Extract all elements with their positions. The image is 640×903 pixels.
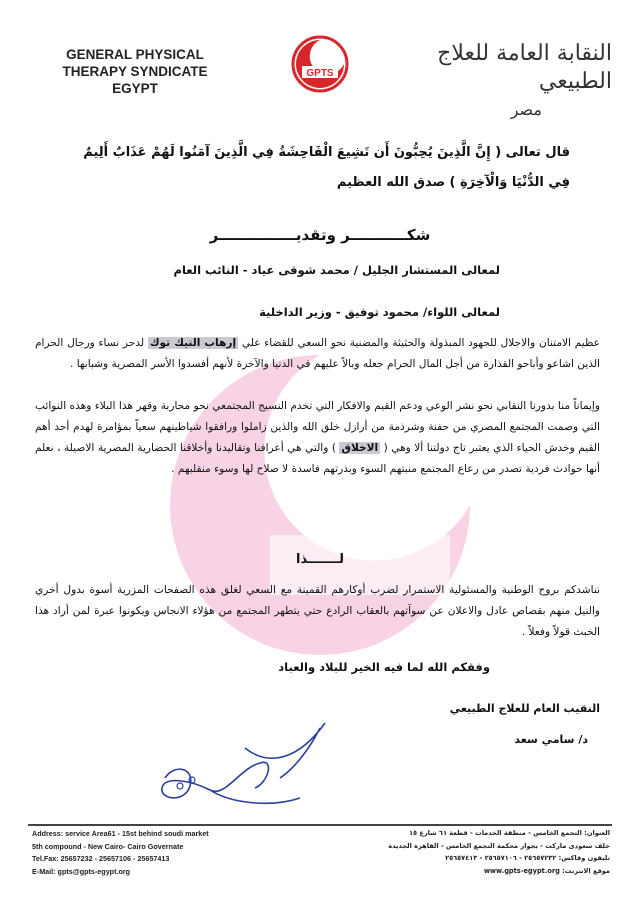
recipient-prosecutor: لمعالى المستشار الجليل / محمد شوقى عياد - النائب العام bbox=[173, 263, 500, 277]
highlighted-phrase: إرهاب التيك توك bbox=[149, 337, 237, 349]
english-name-line: THERAPY SYNDICATE bbox=[62, 64, 208, 79]
paragraph-1 bbox=[35, 333, 600, 375]
paragraph-text: وإيماناً منا بدورنا النقابي نحو نشر الوعي ودعم القيم والافكار التي تخدم النسيج المجتمعي نحو محاربة وقهر هذا البلاء وهذه النوائب التي وصمت المجتمع المصري من حفنة وشرذمة من أرازل خلق الله والذين زاملوا ورافقوا شياطينهم سعياً بمؤامرة لهدم أحد أهم القيم وخدش الحياء الذي يعتبر تاج دولتنا ألا وهي ( bbox=[35, 400, 600, 454]
arabic-letterhead bbox=[397, 40, 612, 124]
syndicate-logo bbox=[290, 34, 350, 94]
thanks-title: شكـــــــــــر وتقديـــــــــــــــر bbox=[209, 226, 431, 244]
footer-phone: Tel.Fax: 25657232 - 25657106 - 25657413 bbox=[32, 854, 170, 863]
closing-line: وفقكم الله لما فيه الخير للبلاد والعباد bbox=[278, 660, 490, 674]
highlighted-phrase: الاخلاق bbox=[341, 442, 379, 454]
arabic-name: النقابة العامة للعلاج الطبيعي bbox=[437, 41, 612, 94]
english-name-line: GENERAL PHYSICAL bbox=[66, 47, 204, 62]
english-letterhead bbox=[40, 46, 230, 97]
recipient-minister: لمعالى اللواء/ محمود توفيق - وزير الداخلية bbox=[259, 305, 500, 319]
footer-email: E-Mail: gpts@gpts-egypt.org bbox=[32, 867, 131, 876]
footer-divider bbox=[28, 824, 612, 826]
footer-address-ar: خلف سعودى ماركت - بجوار محكمة التجمع الخامس - القاهرة الجديدة bbox=[388, 842, 610, 850]
signatory-title: النقيب العام للعلاج الطبيعي bbox=[449, 702, 600, 715]
english-name-line: EGYPT bbox=[112, 81, 158, 96]
paragraph-2 bbox=[35, 396, 600, 480]
footer-address: Address: service Area61 - 15st behind soudi market bbox=[32, 829, 209, 838]
verse-line: قال تعالى ( إِنَّ الَّذِينَ يُحِبُّونَ أَن تَشِيعَ الْفَاحِشَةُ فِي الَّذِينَ آمَنُوا لَهُمْ عَذَابٌ أَلِيمٌ bbox=[83, 145, 570, 160]
paragraph-text: لدحر نساء ورجال الحرام الذين اشاعو وأباحو القذارة من أجل المال الحرام جعله وبالاً عليهم في الدنيا والآخرة لأنهم أفسدوا الأسر المصرية وشبابها . bbox=[35, 337, 600, 370]
paragraph-text: ) والتي هي أعرافنا وتقاليدنا وأخلاقنا الحضارية المصرية الاصيلة ، نعلم أنها حوادث فردية تصدر من رعاع المجتمع منبتهم السوء وبذرتهم فاسدة لا صلاح لها وسوء منقلبهم . bbox=[35, 442, 600, 475]
quran-verse bbox=[50, 138, 570, 198]
arabic-country: مصر bbox=[510, 100, 542, 119]
paragraph-text: عظيم الامتنان والاجلال للجهود المبذولة والحثيثة والمضنية نحو السعي للقضاء علي bbox=[241, 337, 601, 349]
footer-address-ar: العنوان: التجمع الخامس - منطقة الخدمات - قطعة ٦١ شارع ١٥ bbox=[409, 829, 610, 837]
paragraph-3: نناشدكم بروح الوطنية والمسئولية الاستمرار لضرب أوكارهم القمينة مع السعي لغلق هذه الصفحات المزرية أسوة بدول أخري والنيل منهم بقصاص عادل والاعلان عن سوآتهم بالعقاب الرادع حتي يتطهر المجتمع من هؤلاء الانجاس ويكونوا عبرة لمن أراد هذا الخبث قولاً وفعلاً . bbox=[35, 584, 600, 638]
footer-phone-ar: تليفون وفاكس: ٢٥٦٥٧٢٣٢ - ٢٥٦٥٧١٠٦ - ٢٥٦٥٧٤١٣ bbox=[445, 854, 610, 862]
handwritten-signature bbox=[150, 708, 340, 818]
footer-website: موقع الانترنت: www.gpts-egypt.org bbox=[483, 867, 610, 875]
logo-text: GPTS bbox=[306, 68, 334, 79]
footer-address: 5th compound - New Cairo- Cairo Governate bbox=[32, 842, 184, 851]
verse-line: فِي الدُّنْيَا وَالْآخِرَةِ ) صدق الله العظيم bbox=[336, 175, 570, 190]
section-heading: لـــــــذا bbox=[296, 552, 344, 567]
signatory-name: د/ سامي سعد bbox=[514, 733, 588, 746]
